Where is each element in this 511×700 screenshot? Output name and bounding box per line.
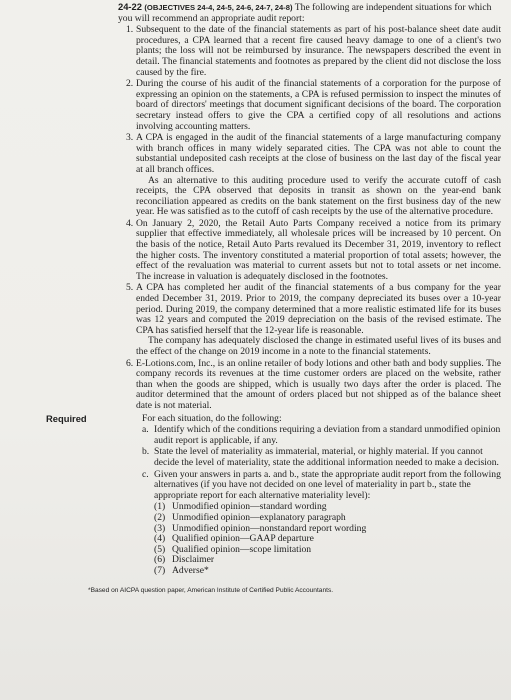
situation-continuation: The company has adequately disclosed the change in estimated useful lives of its buses and the effect of the change on 2019 income in a note to the financial statements.: [136, 335, 501, 357]
situation-item: 3. A CPA is engaged in the audit of the financial statements of a large manufacturing company with branch offices in many widely separated cities. The CPA was not able to count the substantial undeposited cash receipts at the close of business on the last day of the fiscal year at all branch offices. As an alternative to this auditing procedure used to verify the accurate cutoff of cash receipts, the CPA observed that deposits in transit as shown on the year-end bank reconciliation appeared as credits on the bank statement on the first business day of the new year. He was satisfied as to the cutoff of cash receipts by the use of the alternative procedure.: [126, 132, 501, 218]
report-alternatives-list: [142, 502, 501, 576]
situation-item: 2. During the course of his audit of the financial statements of a corporation for the purpose of expressing an opinion on the statements, a CPA is refused permission to inspect the minutes of board of directors' meetings that document significant decisions of the board. The corporation secretary instead offers to give the CPA a certified copy of all resolutions and actions involving accounting matters.: [126, 78, 501, 132]
alternative-item: (4) Qualified opinion—GAAP departure: [154, 533, 314, 545]
required-item: b. State the level of materiality as immaterial, material, or highly material. If you cannot decide the level of materiality, state the additional information needed to make a decision.: [142, 446, 499, 468]
problem-header: [8, 2, 501, 24]
required-item: a. Identify which of the conditions requiring a deviation from a standard unmodified opinion audit report is applicable, if any.: [142, 424, 501, 446]
situation-item: 5. A CPA has completed her audit of the financial statements of a bus company for the year ended December 31, 2019. Prior to 2019, the company depreciated its buses over a 10-year period. During 2019, the company determined that a more realistic estimated life for its buses was 12 years and computed the 2019 depreciation on the basis of the revised estimate. The CPA has satisfied herself that the 12-year life is reasonable. The company has adequately disclosed the change in estimated useful lives of its buses and the effect of the change on 2019 income in a note to the financial statements.: [126, 282, 501, 357]
alternative-item: (3) Unmodified opinion—nonstandard report wording: [154, 522, 367, 534]
required-item: c. Given your answers in parts a. and b., state the appropriate audit report from the following alternatives (if you have not decided on one level of materiality in part b., state the appropriate report for each alternative materiality level):: [142, 468, 501, 501]
alternative-item: (1) Unmodified opinion—standard wording: [154, 501, 327, 513]
alternative-item: (2) Unmodified opinion—explanatory paragraph: [154, 511, 346, 523]
situation-item: 1. Subsequent to the date of the financial statements as part of his post-balance sheet date audit procedures, a CPA learned that a recent fire caused heavy damage to one of a client's two plants; the loss will not be reimbursed by insurance. The newspapers described the event in detail. The financial statements and footnotes as prepared by the client did not disclose the loss caused by the fire.: [126, 24, 501, 78]
alternative-item: (5) Qualified opinion—scope limitation: [154, 543, 312, 555]
alternative-item: (6) Disclaimer: [154, 554, 215, 566]
situations-list: [8, 25, 501, 411]
alternative-item: (7) Adverse*: [154, 564, 209, 576]
required-intro: For each situation, do the following:: [142, 412, 282, 424]
problem-intro: The following are independent situations for which you will recommend an appropriate audit report:: [118, 2, 492, 24]
situation-item: 6. E-Lotions.com, Inc., is an online retailer of body lotions and other bath and body supplies. The company records its revenues at the time customer orders are placed on the website, rather than when the goods are shipped, which is usually two days after the order is placed. The auditor determined that the amount of orders placed but not shipped as of the balance sheet date is not material.: [126, 357, 501, 411]
required-section: [8, 414, 501, 577]
required-label: Required: [46, 412, 87, 424]
situation-item: 4. On January 2, 2020, the Retail Auto Parts Company received a notice from its primary supplier that effective immediately, all wholesale prices will be increased by 10 percent. On the basis of the notice, Retail Auto Parts revalued its December 31, 2019, inventory to reflect the higher costs. The inventory constituted a material proportion of total assets; however, the effect of the revaluation was material to current assets but not to total assets or net income. The increase in valuation is adequately disclosed in the footnotes.: [126, 217, 501, 282]
problem-number: 24-22: [118, 1, 142, 12]
footnote: *Based on AICPA question paper, American Institute of Certified Public Accountants.: [88, 587, 334, 595]
problem-objectives: (OBJECTIVES 24-4, 24-5, 24-6, 24-7, 24-8): [144, 3, 293, 12]
situation-continuation: As an alternative to this auditing procedure used to verify the accurate cutoff of cash receipts, the CPA observed that deposits in transit as shown on the year-end bank reconciliation appeared as credits on the bank statement on the first business day of the new year. He was satisfied as to the cutoff of cash receipts by the use of the alternative procedure.: [136, 174, 501, 218]
